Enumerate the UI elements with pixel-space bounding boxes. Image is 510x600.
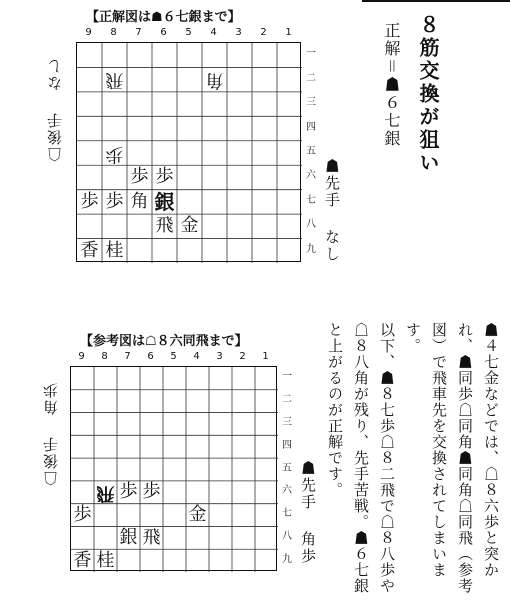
column-number: 4	[210, 27, 217, 38]
column-number: 7	[135, 27, 142, 38]
column-number: 2	[260, 27, 267, 38]
column-number: 3	[235, 27, 242, 38]
explanation-line: ☗４七金などでは、☖８六歩と突か	[482, 322, 500, 578]
bottom-sente-hand: ☗先手 角歩	[299, 460, 317, 565]
column-number: 5	[185, 27, 192, 38]
sente-piece: 歩	[130, 166, 149, 188]
row-number: 八	[306, 219, 316, 231]
sente-piece: 角	[130, 190, 149, 212]
sente-piece: 歩	[73, 504, 92, 526]
sente-piece: 歩	[119, 481, 138, 503]
gote-piece: 歩	[105, 142, 124, 164]
row-number: 三	[306, 97, 316, 109]
sente-piece: 銀	[154, 189, 175, 214]
column-number: 1	[262, 351, 269, 362]
explanation-line: 図）で飛車先を交換されてしまいます。	[404, 322, 448, 578]
sente-piece: 歩	[155, 166, 174, 188]
row-number: 二	[306, 72, 316, 84]
gote-piece: 角	[205, 69, 224, 91]
column-number: 9	[78, 351, 85, 362]
row-number: 一	[306, 48, 316, 60]
column-number: 7	[124, 351, 131, 362]
top-column-numbers	[76, 28, 301, 40]
row-number: 六	[282, 485, 292, 497]
sente-piece: 銀	[119, 526, 138, 548]
explanation-line: と上がるのが正解です。	[326, 322, 344, 498]
column-number: 8	[110, 27, 117, 38]
column-number: 1	[285, 27, 292, 38]
row-number: 七	[306, 194, 316, 206]
sente-piece: 金	[188, 504, 207, 526]
gote-piece: 飛	[96, 482, 115, 504]
sente-piece: 飛	[155, 215, 174, 237]
top-shogi-board	[76, 42, 301, 262]
sente-piece: 歩	[142, 481, 161, 503]
sente-piece: 香	[73, 549, 92, 571]
sente-piece: 歩	[80, 190, 99, 212]
row-number: 七	[282, 508, 292, 520]
bottom-gote-hand: ☖後手 角歩	[42, 381, 60, 486]
gote-piece: 飛	[105, 69, 124, 91]
puzzle-title: ８筋交換が狙い	[416, 14, 440, 175]
explanation-text	[318, 322, 504, 597]
column-number: 3	[216, 351, 223, 362]
top-gote-hand: ☖後手 なし	[46, 57, 64, 162]
row-number: 五	[282, 462, 292, 474]
row-number: 六	[306, 170, 316, 182]
row-number: 一	[282, 371, 292, 383]
row-number: 四	[306, 121, 316, 133]
bottom-diagram-caption: 【参考図は☖８六同飛まで】	[80, 334, 248, 349]
answer-line: 正解＝☗６七銀	[382, 22, 401, 148]
column-number: 9	[85, 27, 92, 38]
explanation-line: ☖８八角が残り、先手苦戦。☗６七銀	[352, 322, 370, 594]
row-number: 四	[282, 439, 292, 451]
top-diagram-caption: 【正解図は☗６七銀まで】	[86, 10, 241, 25]
column-number: 5	[170, 351, 177, 362]
sente-piece: 金	[180, 215, 199, 237]
bottom-row-numbers	[279, 366, 293, 571]
top-row-numbers	[303, 42, 317, 262]
sente-piece: 飛	[142, 526, 161, 548]
column-number: 8	[101, 351, 108, 362]
column-number: 6	[147, 351, 154, 362]
row-number: 二	[282, 394, 292, 406]
sente-piece: 歩	[105, 190, 124, 212]
column-number: 6	[160, 27, 167, 38]
explanation-line: 以下、☗８七歩☖８二飛で☖８八歩や	[378, 322, 396, 594]
bottom-column-numbers	[70, 352, 277, 364]
row-number: 五	[306, 146, 316, 157]
sente-piece: 桂	[105, 239, 124, 261]
row-number: 九	[282, 553, 292, 565]
row-number: 八	[282, 530, 292, 542]
top-sente-hand: ☗先手 なし	[323, 158, 341, 263]
column-number: 2	[239, 351, 246, 362]
explanation-line: れ、☗同歩☖同角☗同角☖同飛（参考	[456, 322, 474, 594]
column-number: 4	[193, 351, 200, 362]
sente-piece: 桂	[96, 549, 115, 571]
board-grid	[71, 367, 278, 572]
sente-piece: 香	[80, 239, 99, 261]
title-rule	[362, 0, 510, 2]
bottom-shogi-board	[70, 366, 277, 571]
row-number: 九	[306, 243, 316, 255]
row-number: 三	[282, 416, 292, 428]
